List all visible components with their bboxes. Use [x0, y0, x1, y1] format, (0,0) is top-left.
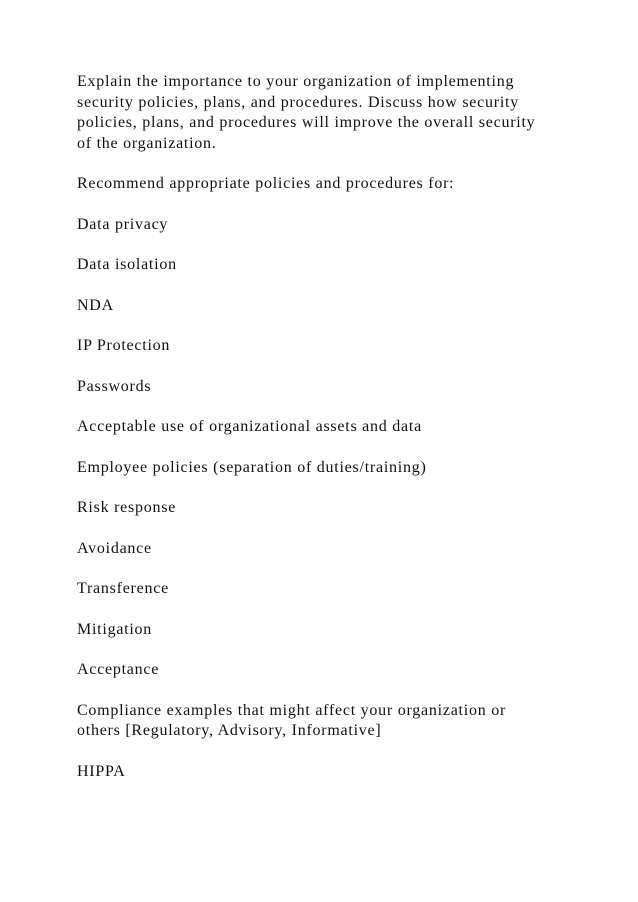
list-item-transference: Transference	[77, 580, 169, 597]
intro-paragraph	[77, 72, 557, 154]
compliance-line: others [Regulatory, Advisory, Informative]	[77, 722, 382, 739]
list-item-avoidance: Avoidance	[77, 539, 152, 557]
list-item-data-isolation: Data isolation	[77, 256, 177, 273]
intro-line: Explain the importance to your organization of implementing	[77, 73, 515, 90]
compliance-line: Compliance examples that might affect your organization or	[77, 701, 507, 719]
list-item-mitigation: Mitigation	[77, 620, 153, 638]
list-item-nda: NDA	[77, 296, 114, 314]
list-item-ip-protection: IP Protection	[77, 337, 171, 354]
recommend-heading: Recommend appropriate policies and procedures for:	[77, 175, 455, 192]
list-item-acceptance: Acceptance	[77, 661, 160, 678]
list-item-risk-response: Risk response	[77, 499, 177, 516]
list-item-hippa: HIPPA	[77, 762, 126, 780]
list-item-passwords: Passwords	[77, 377, 152, 395]
intro-line: policies, plans, and procedures will improve the overall security	[77, 114, 536, 131]
intro-line: security policies, plans, and procedures. Discuss how security	[77, 93, 519, 111]
intro-line: of the organization.	[77, 134, 217, 152]
compliance-paragraph	[77, 701, 557, 742]
document-body	[77, 72, 557, 782]
list-item-data-privacy: Data privacy	[77, 215, 169, 233]
list-item-employee-policies: Employee policies (separation of duties/training)	[77, 458, 427, 476]
list-item-acceptable-use: Acceptable use of organizational assets and data	[77, 418, 422, 435]
